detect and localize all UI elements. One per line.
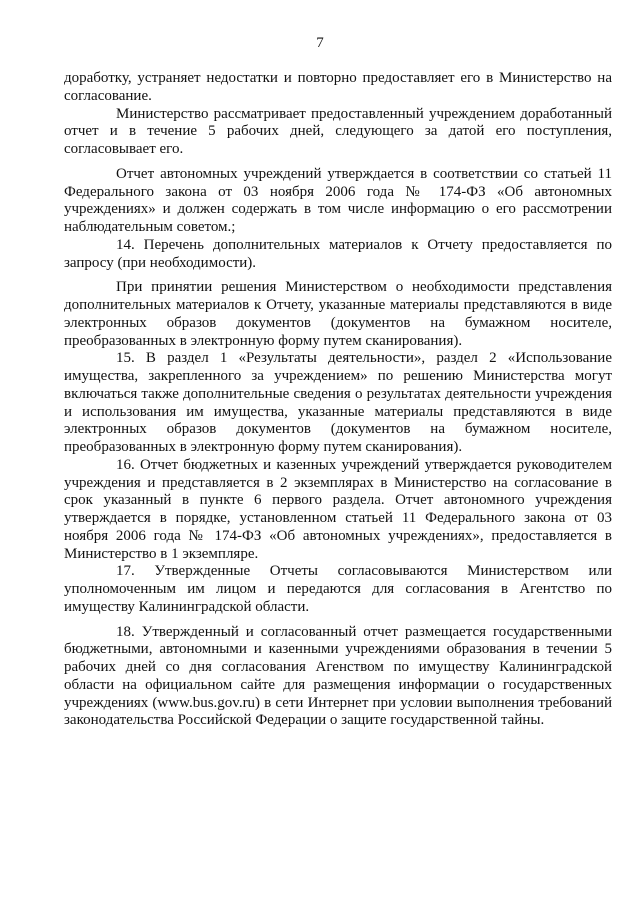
paragraph-continuation: доработку, устраняет недостатки и повторно предоставляет его в Министерство на согласование. xyxy=(64,70,612,104)
paragraph-item-16: 16. Отчет бюджетных и казенных учреждений утверждается руководителем учреждения и представляется в 2 экземплярах в Министерство на согласование в срок указанный в пункте 6 первого раздела. Отчет автономного учреждения утверждается в порядке, установленном статьей 11 Федерального закона от 03 ноября 2006 года № 174-ФЗ «Об автономных учреждениях», предоставляется в Министерство в 1 экземпляре. xyxy=(64,456,612,562)
paragraph-ministry-review: Министерство рассматривает предоставленный учреждением доработанный отчет и в течение 5 рабочих дней, следующего за датой его поступления, согласовывает его. xyxy=(64,105,612,157)
paragraph-autonomous-report: Отчет автономных учреждений утверждается в соответствии со статьей 11 Федерального закона от 03 ноября 2006 года № 174-ФЗ «Об автономных учреждениях» и должен содержать в том числе информацию о его рассмотрении наблюдательным советом.; xyxy=(64,165,612,235)
page-number: 7 xyxy=(316,35,324,51)
paragraph-item-14: 14. Перечень дополнительных материалов к Отчету предоставляется по запросу (при необходимости). xyxy=(64,236,612,271)
paragraph-item-17: 17. Утвержденные Отчеты согласовываются Министерством или уполномоченным им лицом и передаются для согласования в Агентство по имуществу Калининградской области. xyxy=(64,563,612,615)
paragraph-item-18: 18. Утвержденный и согласованный отчет размещается государственными бюджетными, автономными и казенными учреждениями образования в течении 5 рабочих дней со дня согласования Агенством по имуществу Калининградской области на официальном сайте для размещения информации о государственных учреждениях (www.bus.gov.ru) в сети Интернет при условии выполнения требований законодательства Российской Федерации о защите государственной тайны. xyxy=(64,623,612,729)
paragraph-additional-materials: При принятии решения Министерством о необходимости представления дополнительных материалов к Отчету, указанные материалы представляются в виде электронных образов документов (документов на бумажном носителе, преобразованных в электронную форму путем сканирования). xyxy=(64,279,612,349)
document-body xyxy=(64,70,612,730)
paragraph-item-15: 15. В раздел 1 «Результаты деятельности», раздел 2 «Использование имущества, закрепленного за учреждением» по решению Министерства могут включаться также дополнительные сведения о результатах деятельности учреждения и использования им имущества, указанные материалы представляются в виде электронных образов документов (документов на бумажном носителе, преобразованных в электронную форму путем сканирования). xyxy=(64,350,612,455)
